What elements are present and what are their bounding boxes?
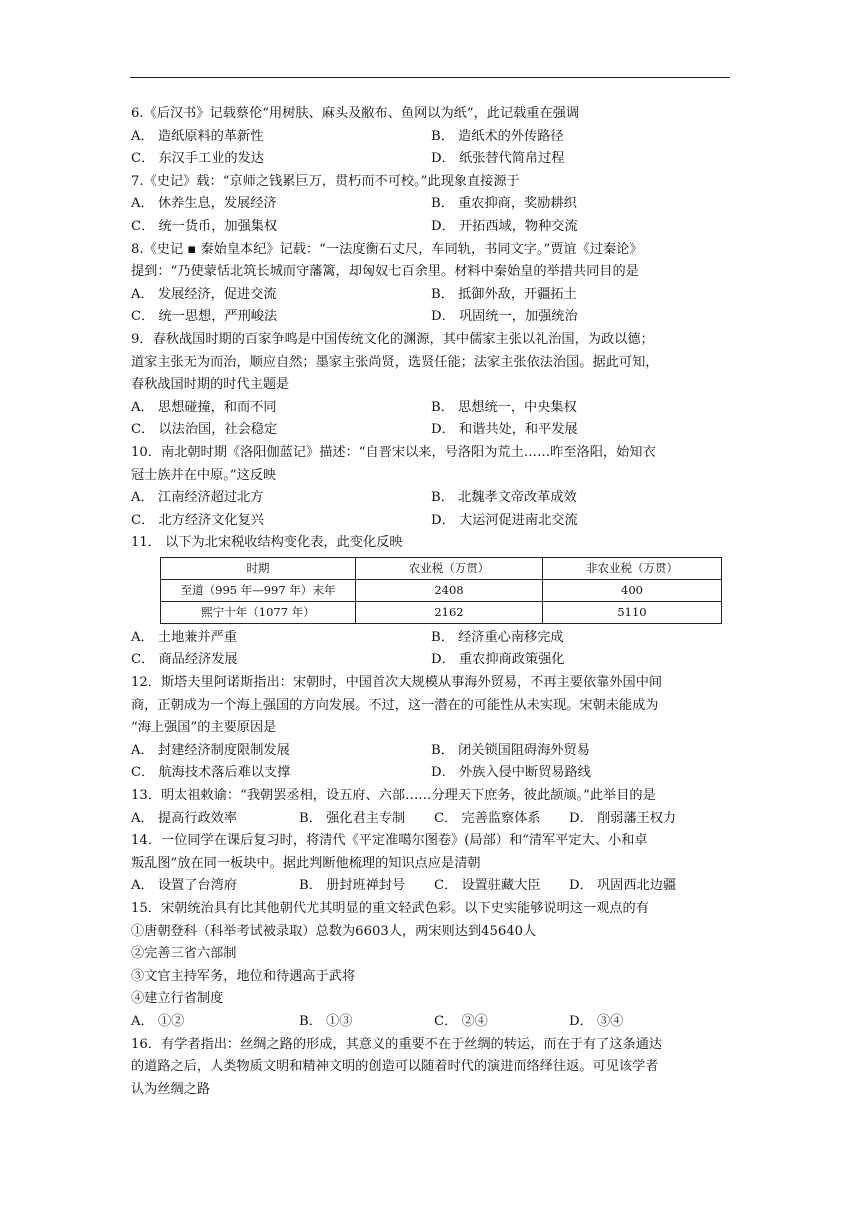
option-c[interactable]: C． 航海技术落后难以支撑 <box>131 765 291 781</box>
table-cell: 5110 <box>543 601 722 623</box>
statement-1: ①唐朝登科（科举考试被录取）总数为6603人，两宋则达到45640人 <box>131 923 537 939</box>
option-d[interactable]: D． 巩固西北边疆 <box>569 878 677 894</box>
question-12-options-row2 <box>131 762 731 785</box>
table-cell: 2408 <box>356 579 543 601</box>
option-d[interactable]: D． 大运河促进南北交流 <box>431 512 578 528</box>
question-12-stem-line3: “海上强国”的主要原因是 <box>131 720 277 736</box>
statement-3: ③文官主持军务，地位和待遇高于武将 <box>131 968 356 984</box>
option-a[interactable]: A． ①② <box>131 1013 185 1029</box>
option-b[interactable]: B． 强化君主专制 <box>299 810 406 826</box>
option-b[interactable]: B． 抵御外敌，开疆拓土 <box>431 286 577 302</box>
question-12-stem-line1: 12．斯塔夫里阿诺斯指出：宋朝时，中国首次大规模从事海外贸易，不再主要依靠外国中间 <box>131 675 663 691</box>
option-c[interactable]: C． 统一思想，严刑峻法 <box>131 309 278 325</box>
option-d[interactable]: D． 和谐共处，和平发展 <box>431 422 578 438</box>
option-b[interactable]: B． ①③ <box>299 1013 353 1029</box>
question-15-stem: 15．宋朝统治具有比其他朝代尤其明显的重文轻武色彩。以下史实能够说明这一观点的有 <box>131 901 649 916</box>
option-b[interactable]: B． 造纸术的外传路径 <box>431 128 564 144</box>
option-c[interactable]: C． 东汉手工业的发达 <box>131 151 264 167</box>
option-d[interactable]: D． 巩固统一，加强统治 <box>431 309 578 325</box>
option-a[interactable]: A． 发展经济，促进交流 <box>131 286 277 302</box>
option-c[interactable]: C． 北方经济文化复兴 <box>131 512 264 528</box>
option-d[interactable]: D． 纸张替代简帛过程 <box>431 151 565 167</box>
table-row <box>161 579 722 601</box>
question-14-stem-line1: 14．一位同学在课后复习时，将清代《平定准噶尔图卷》(局部）和“清军平定大、小和卓 <box>131 833 648 849</box>
question-16-stem-line3: 认为丝绸之路 <box>131 1081 211 1097</box>
question-8-stem-line1: 8.《史记 ▪ 秦始皇本纪》记载：“一法度衡石丈尺，车同轨，书同文字。”贾谊《过秦论》 <box>131 241 643 257</box>
question-11-options-row1 <box>131 627 731 650</box>
question-9-stem-line1: 9．春秋战国时期的百家争鸣是中国传统文化的渊源，其中儒家主张以礼治国，为政以德； <box>131 331 654 347</box>
option-c[interactable]: C． 完善监察体系 <box>434 810 541 826</box>
question-6-options-row1 <box>131 126 731 149</box>
question-11-stem: 11． 以下为北宋税收结构变化表，此变化反映 <box>131 535 403 551</box>
option-b[interactable]: B． 重农抑商，奖励耕织 <box>431 196 577 212</box>
table-cell: 至道（995 年—997 年）末年 <box>161 579 356 601</box>
question-10-options-row1 <box>131 487 731 510</box>
table-header-row <box>161 557 722 579</box>
question-9-stem-line2: 道家主张无为而治，顺应自然；墨家主张尚贤，选贤任能；法家主张依法治国。据此可知， <box>131 354 659 370</box>
option-c[interactable]: C． 以法治国，社会稳定 <box>131 422 278 438</box>
option-a[interactable]: A． 设置了台湾府 <box>131 878 238 894</box>
question-11-options-row2 <box>131 649 731 672</box>
option-c[interactable]: C． 设置驻藏大臣 <box>434 878 541 894</box>
statement-2: ②完善三省六部制 <box>131 946 237 962</box>
option-b[interactable]: B． 思想统一，中央集权 <box>431 399 577 415</box>
question-13-options <box>131 808 731 831</box>
table-cell: 400 <box>543 579 722 601</box>
option-d[interactable]: D． 开拓西域，物种交流 <box>431 218 578 234</box>
option-b[interactable]: B． 闭关锁国阻碍海外贸易 <box>431 742 590 758</box>
question-13-stem: 13．明太祖敕谕：“我朝罢丞相，设五府、六部……分理天下庶务，彼此颉颃。”此举目的是 <box>131 788 656 804</box>
option-b[interactable]: B． 册封班禅封号 <box>299 878 406 894</box>
option-d[interactable]: D． ③④ <box>569 1013 624 1029</box>
table-row <box>161 601 722 623</box>
question-7-stem: 7.《史记》载：“京师之钱累巨万，贯朽而不可校。”此现象直接源于 <box>131 173 520 189</box>
question-16-stem-line1: 16．有学者指出：丝绸之路的形成，其意义的重要不在于丝绸的转运，而在于有了这条通达 <box>131 1036 663 1052</box>
question-8-options-row1 <box>131 284 731 307</box>
option-a[interactable]: A． 造纸原料的革新性 <box>131 128 264 144</box>
question-9-stem-line3: 春秋战国时期的时代主题是 <box>131 377 290 393</box>
table-cell: 熙宁十年（1077 年） <box>161 601 356 623</box>
option-a[interactable]: A． 休养生息，发展经济 <box>131 196 277 212</box>
option-d[interactable]: D． 重农抑商政策强化 <box>431 652 565 668</box>
option-a[interactable]: A． 提高行政效率 <box>131 810 238 826</box>
question-12-stem-line2: 商，正朝成为一个海上强国的方向发展。不过，这一潜在的可能性从未实现。宋朝未能成为 <box>131 697 659 713</box>
question-10-stem-line2: 冠士族并在中原。”这反映 <box>131 467 277 483</box>
table-header-cell: 非农业税（万贯） <box>543 557 722 579</box>
question-14-options <box>131 875 731 898</box>
question-7-options-row2 <box>131 216 731 239</box>
question-8-options-row2 <box>131 306 731 329</box>
question-15-options <box>131 1011 731 1034</box>
question-9-options-row1 <box>131 397 731 420</box>
option-a[interactable]: A． 思想碰撞，和而不同 <box>131 399 277 415</box>
option-a[interactable]: A． 江南经济超过北方 <box>131 490 264 506</box>
option-d[interactable]: D． 削弱藩王权力 <box>569 810 677 826</box>
option-c[interactable]: C． ②④ <box>434 1013 488 1029</box>
question-12-options-row1 <box>131 740 731 763</box>
option-a[interactable]: A． 土地兼并严重 <box>131 629 238 645</box>
tax-structure-table <box>160 557 722 624</box>
statement-4: ④建立行省制度 <box>131 991 224 1007</box>
option-b[interactable]: B． 经济重心南移完成 <box>431 629 564 645</box>
question-6-options-row2 <box>131 148 731 171</box>
question-list <box>131 103 731 1101</box>
question-9-options-row2 <box>131 419 731 442</box>
question-16-stem-line2: 的道路之后，人类物质文明和精神文明的创造可以随着时代的演进而络绎往返。可见该学者 <box>131 1059 659 1075</box>
question-7-options-row1 <box>131 193 731 216</box>
table-header-cell: 农业税（万贯） <box>356 557 543 579</box>
question-14-stem-line2: 叛乱图”放在同一板块中。据此判断他梳理的知识点应是清朝 <box>131 855 481 871</box>
option-a[interactable]: A． 封建经济制度限制发展 <box>131 742 290 758</box>
question-6-stem: 6.《后汉书》记载蔡伦“用树肤、麻头及敝布、鱼网以为纸”，此记载重在强调 <box>131 106 580 121</box>
question-10-options-row2 <box>131 510 731 533</box>
option-c[interactable]: C． 商品经济发展 <box>131 652 238 668</box>
option-c[interactable]: C． 统一货币，加强集权 <box>131 218 278 234</box>
table-cell: 2162 <box>356 601 543 623</box>
question-10-stem-line1: 10．南北朝时期《洛阳伽蓝记》描述：“自晋宋以来，号洛阳为荒土……昨至洛阳，始知衣 <box>131 444 656 460</box>
table-header-cell: 时期 <box>161 557 356 579</box>
question-8-stem-line2: 提到：“乃使蒙恬北筑长城而守藩篱，却匈奴七百余里。材料中秦始皇的举措共同目的是 <box>131 264 639 280</box>
option-d[interactable]: D． 外族入侵中断贸易路线 <box>431 765 591 781</box>
header-rule <box>130 77 730 78</box>
option-b[interactable]: B． 北魏孝文帝改革成效 <box>431 490 577 506</box>
